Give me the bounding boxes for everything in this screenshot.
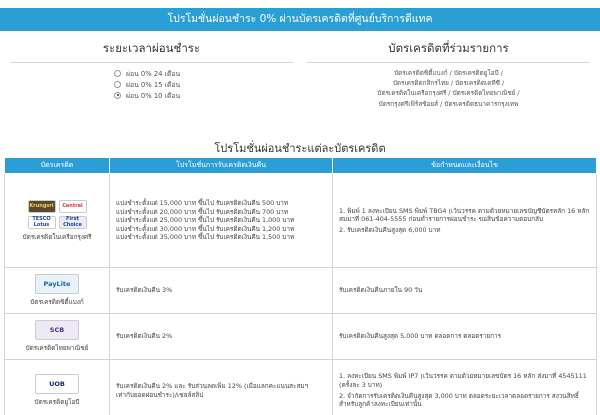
card-logo-icon: First Choice <box>59 216 87 229</box>
offer-line: รับเครดิตเงินคืน 2% <box>116 332 173 341</box>
promotion-table <box>4 157 597 415</box>
card-name: บัตรเครดิตในเครือกรุงศรี <box>22 232 92 241</box>
card-logos <box>7 320 107 340</box>
table-header-row <box>5 158 597 174</box>
divider <box>10 62 293 63</box>
participating-cards-line: บัตรเครดิตในเครือกรุงศรี / บัตรเครดิตไทยพาณิชย์ / <box>377 89 520 98</box>
conditions-cell <box>333 174 597 268</box>
participating-cards-panel <box>307 37 590 107</box>
card-logo-icon: TESCO Lotus <box>28 216 56 229</box>
offer-line: รับเครดิตเงินคืน 2% และ รับส่วนลดเพิ่ม 12% (เมื่อแลกคะแนนสะสมฯ <box>116 381 309 390</box>
condition-line: 1. ลงทะเบียน SMS พิมพ์ IP7 (เว้นวรรค ตามด้วยหมายเลขบัตร 16 หลัก ส่งมาที่ 4545111 (ครั้งละ 3 บาท) <box>339 372 587 389</box>
card-logo-icon: Krungsri <box>28 200 56 213</box>
offer-line: แบ่งชำระตั้งแต่ 25,000 บาท ขึ้นไป รับเครดิตเงินคืน 1,000 บาท <box>116 216 295 225</box>
radio-button[interactable] <box>114 70 121 77</box>
offer-cell <box>110 268 333 314</box>
promo-banner: โปรโมชั่นผ่อนชำระ 0% ผ่านบัตรเครดิตที่ศูนย์บริการดีแทค <box>0 8 600 31</box>
radio-button[interactable] <box>114 81 121 88</box>
card-cell <box>5 268 110 314</box>
card-cell <box>5 174 110 268</box>
card-cell <box>5 360 110 415</box>
conditions-cell <box>333 360 597 415</box>
offer-line: แบ่งชำระตั้งแต่ 30,000 บาท ขึ้นไป รับเครดิตเงินคืน 1,200 บาท <box>116 224 295 233</box>
offer-line: แบ่งชำระตั้งแต่ 15,000 บาท ขึ้นไป รับเครดิตเงินคืน 500 บาท <box>116 199 289 208</box>
conditions-cell <box>333 314 597 360</box>
installment-option-label: ผ่อน 0% 15 เดือน <box>126 80 181 89</box>
installment-option[interactable] <box>114 90 293 100</box>
offer-line: แบ่งชำระตั้งแต่ 35,000 บาท ขึ้นไป รับเครดิตเงินคืน 1,500 บาท <box>116 233 295 242</box>
participating-cards-title: บัตรเครดิตที่ร่วมรายการ <box>388 41 509 55</box>
card-logo-icon: SCB <box>35 320 79 340</box>
offer-cell <box>110 314 333 360</box>
participating-cards-line: บัตรกรุงศรีเฟิร์สช้อยส์ / บัตรเครดิตธนาคารกรุงเทพ <box>378 99 519 108</box>
installment-option-label: ผ่อน 0% 10 เดือน <box>126 91 181 100</box>
installment-option-label: ผ่อน 0% 24 เดือน <box>126 69 181 78</box>
radio-button[interactable] <box>114 92 121 99</box>
table-row <box>5 268 597 314</box>
installment-radio-group <box>114 68 293 100</box>
card-name: บัตรเครดิตไทยพาณิชย์ <box>25 344 89 352</box>
offer-cell <box>110 174 333 268</box>
conditions-cell <box>333 268 597 314</box>
participating-cards-list <box>307 68 590 109</box>
table-row <box>5 360 597 415</box>
participating-cards-line: บัตรเครดิตกสิกรไทย / บัตรเครดิตเคทีซี / <box>392 79 505 88</box>
condition-line: รับเครดิตเงินคืนสูงสุด 5,000 บาท ตลอดการ ตลอดรายการ <box>339 332 502 341</box>
table-row <box>5 314 597 360</box>
offer-cell <box>110 360 333 415</box>
header-offer: โปรโมชั่นการรับเครดิตเงินคืน <box>110 158 333 174</box>
card-logo-icon: UOB <box>35 374 79 394</box>
condition-line: 1. พิมพ์ 1 ลงทะเบียน SMS พิมพ์ TBG4 (เว้นวรรค ตามด้วยหมายเลขบัญชีบัตรหลัก 16 หลัก สมมาที่ 061-404-5555 ก่อนทำรายการผ่อนชำระ ขอสินข้อความตอบกลับ <box>339 206 590 224</box>
offer-line: เท่ากับยอดผ่อนชำระ)/เซลล์สลิป <box>116 390 204 399</box>
divider <box>307 62 590 63</box>
participating-cards-line: บัตรเครดิตซิตี้แบงก์ / บัตรเครดิตยูโอบี / <box>394 69 503 77</box>
installment-option[interactable] <box>114 79 293 89</box>
card-logos <box>26 200 88 229</box>
card-logo-icon: PayLite <box>35 274 79 294</box>
condition-line: 2. จำกัดการรับเครดิตเงินคืนสูงสุด 3,000 บาท ตลอดระยะเวลาตลอดรายการ สงวนสิทธิ์สำหรับลูกค้าลงทะเบียนเท่านั้น <box>339 391 579 409</box>
offer-line: แบ่งชำระตั้งแต่ 20,000 บาท ขึ้นไป รับเครดิตเงินคืน 700 บาท <box>116 207 289 216</box>
installment-period-panel <box>10 37 293 107</box>
card-name: บัตรเครดิตซิตี้แบงก์ <box>30 298 84 306</box>
condition-line: รับเครดิตเงินคืนภายใน 90 วัน <box>339 286 423 295</box>
installment-period-title: ระยะเวลาผ่อนชำระ <box>102 41 201 55</box>
card-logos <box>7 374 107 394</box>
section-title: โปรโมชั่นผ่อนชำระแต่ละบัตรเครดิต <box>214 142 386 155</box>
card-name: บัตรเครดิตยูโอบี <box>34 398 80 406</box>
installment-option[interactable] <box>114 68 293 78</box>
table-row <box>5 174 597 268</box>
offer-line: รับเครดิตเงินคืน 3% <box>116 286 173 295</box>
header-card: บัตรเครดิต <box>5 158 110 174</box>
card-logo-icon: Central <box>59 200 87 213</box>
card-logos <box>7 274 107 294</box>
card-cell <box>5 314 110 360</box>
condition-line: 2. รับเครดิตเงินคืนสูงสุด 6,000 บาท <box>339 225 441 234</box>
header-conditions: ข้อกำหนดและเงื่อนไข <box>333 158 597 174</box>
